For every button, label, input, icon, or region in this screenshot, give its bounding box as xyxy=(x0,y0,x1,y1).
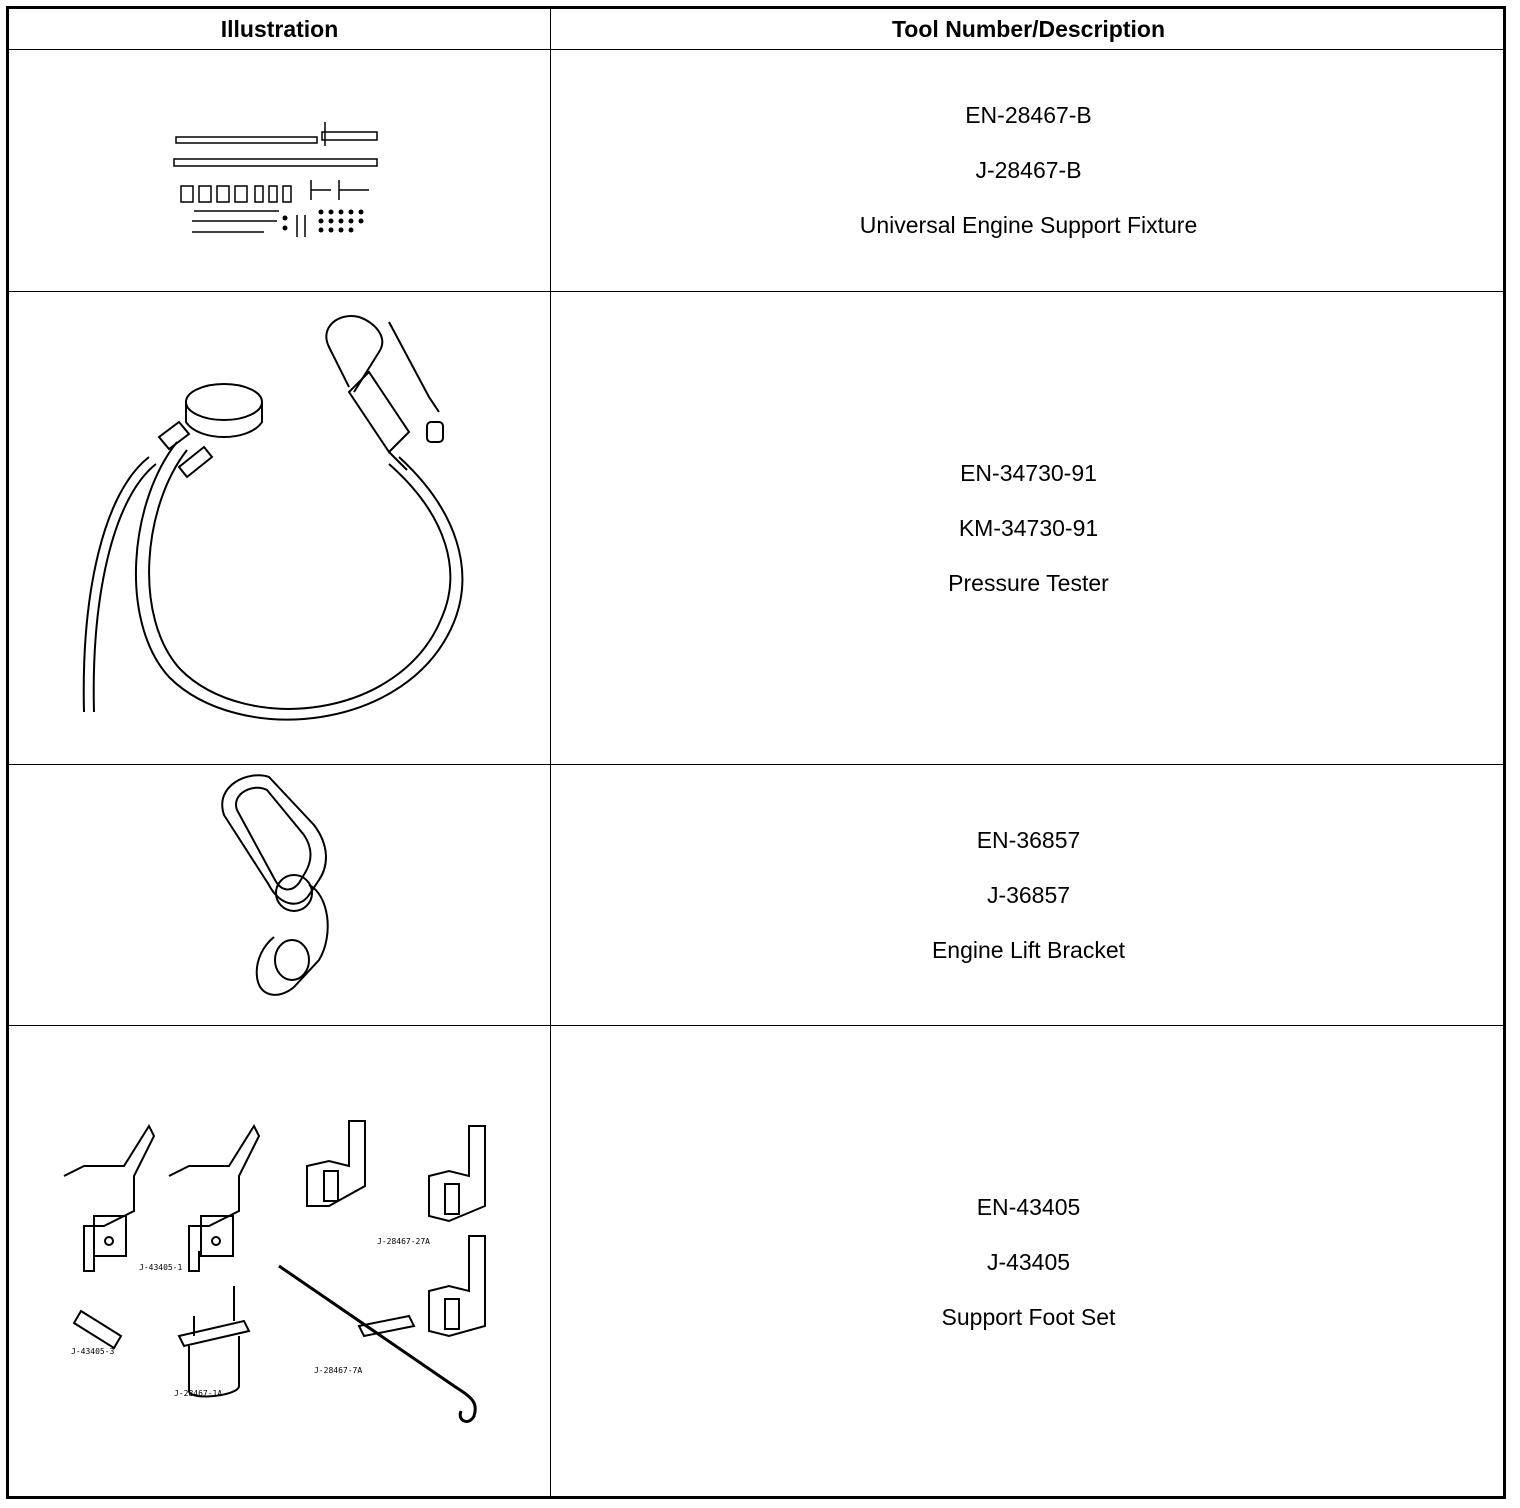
part-label: J-43405-1 xyxy=(139,1263,183,1272)
illustration-cell xyxy=(9,292,550,764)
tool-number-j: J-43405 xyxy=(986,1249,1071,1275)
tool-number-km: KM-34730-91 xyxy=(958,514,1099,541)
tool-description: Engine Lift Bracket xyxy=(931,936,1126,963)
support-foot-set-drawing xyxy=(9,1026,550,1499)
header-tool-number-description: Tool Number/Description xyxy=(891,15,1166,42)
tool-number-en: EN-28467-B xyxy=(965,102,1092,128)
description-cell xyxy=(551,1026,1506,1499)
tool-number-j: J-28467-B xyxy=(975,157,1082,183)
description-cell xyxy=(551,50,1506,291)
tool-table xyxy=(6,6,1506,1499)
part-label: J-28467-7A xyxy=(314,1366,363,1375)
tool-number-en: EN-34730-91 xyxy=(960,459,1097,486)
tool-number-j: J-36857 xyxy=(986,881,1071,908)
universal-engine-support-fixture-drawing xyxy=(9,50,550,291)
engine-lift-bracket-drawing xyxy=(9,765,550,1025)
part-label: J-43405-3 xyxy=(71,1347,115,1356)
header-illustration: Illustration xyxy=(220,15,339,42)
illustration-cell xyxy=(9,50,550,291)
tool-number-en: EN-43405 xyxy=(976,1194,1081,1220)
tool-description: Universal Engine Support Fixture xyxy=(859,212,1198,238)
pressure-tester-drawing xyxy=(9,292,550,764)
illustration-cell xyxy=(9,765,550,1025)
part-label: J-28467-1A xyxy=(174,1389,223,1398)
description-cell xyxy=(551,292,1506,764)
tool-description: Support Foot Set xyxy=(941,1304,1116,1330)
illustration-cell xyxy=(9,1026,550,1499)
tool-description: Pressure Tester xyxy=(948,569,1109,596)
part-label: J-28467-27A xyxy=(377,1237,430,1246)
description-cell xyxy=(551,765,1506,1025)
tool-number-en: EN-36857 xyxy=(976,826,1081,853)
